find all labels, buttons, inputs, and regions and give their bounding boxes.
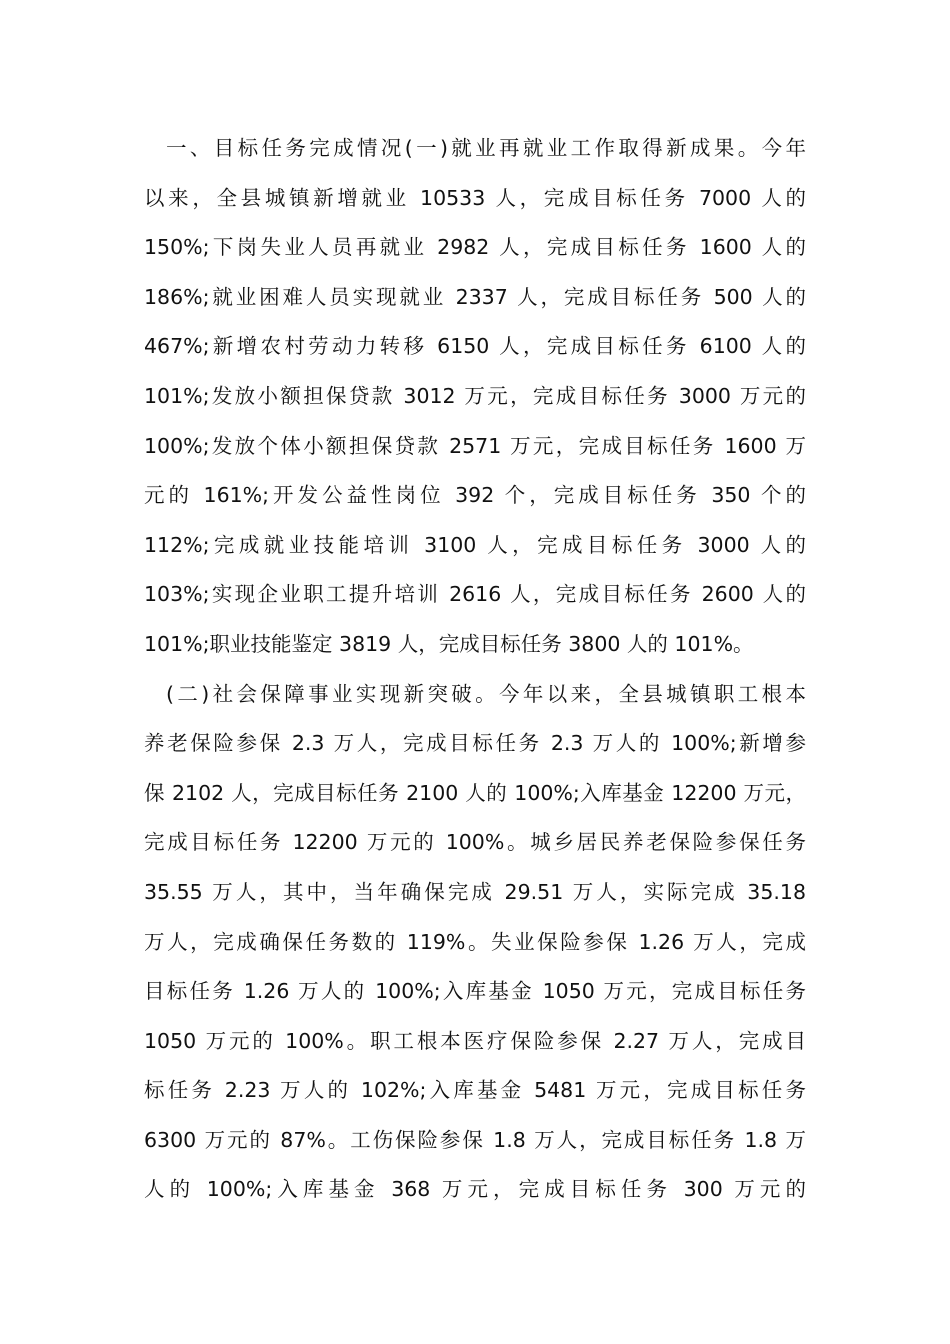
text-line: (二)社会保障事业实现新突破。今年以来，全县城镇职工根本 [166, 681, 806, 706]
text-line: 一、目标任务完成情况(一)就业再就业工作取得新成果。今年 [166, 136, 806, 160]
text-line: 以来，全县城镇新增就业 10533 人，完成目标任务 7000 人的 [144, 185, 806, 210]
text-line: 养老保险参保 2.3 万人，完成目标任务 2.3 万人的 100%;新增参 [144, 731, 806, 756]
paragraph-social-security [144, 670, 806, 1216]
text-line: 35.55 万人，其中，当年确保完成 29.51 万人，实际完成 35.18 [144, 879, 806, 904]
text-line: 1050 万元的 100%。职工根本医疗保险参保 2.27 万人，完成目 [144, 1028, 806, 1053]
text-line: 标任务 2.23 万人的 102%;入库基金 5481 万元，完成目标任务 [144, 1078, 806, 1103]
document-body [144, 124, 806, 1215]
paragraph-employment [144, 124, 806, 670]
text-line: 150%;下岗失业人员再就业 2982 人，完成目标任务 1600 人的 [144, 235, 806, 260]
text-line: 人的 100%;入库基金 368 万元，完成目标任务 300 万元的 [144, 1177, 806, 1202]
text-line: 101%;职业技能鉴定 3819 人，完成目标任务 3800 人的 101%。 [144, 631, 754, 656]
text-line: 万人，完成确保任务数的 119%。失业保险参保 1.26 万人，完成 [144, 929, 806, 954]
text-line: 112%;完成就业技能培训 3100 人，完成目标任务 3000 人的 [144, 532, 806, 557]
text-line: 467%;新增农村劳动力转移 6150 人，完成目标任务 6100 人的 [144, 334, 806, 359]
text-line: 目标任务 1.26 万人的 100%;入库基金 1050 万元，完成目标任务 [144, 979, 806, 1004]
text-line: 6300 万元的 87%。工伤保险参保 1.8 万人，完成目标任务 1.8 万 [144, 1127, 806, 1152]
text-line: 103%;实现企业职工提升培训 2616 人，完成目标任务 2600 人的 [144, 582, 806, 607]
text-line: 保 2102 人，完成目标任务 2100 人的 100%;入库基金 12200 万元， [144, 780, 806, 805]
text-line: 101%;发放小额担保贷款 3012 万元，完成目标任务 3000 万元的 [144, 383, 806, 408]
text-line: 186%;就业困难人员实现就业 2337 人，完成目标任务 500 人的 [144, 284, 806, 309]
text-line: 完成目标任务 12200 万元的 100%。城乡居民养老保险参保任务 [144, 830, 806, 855]
text-line: 100%;发放个体小额担保贷款 2571 万元，完成目标任务 1600 万 [144, 433, 806, 458]
text-line: 元的 161%;开发公益性岗位 392 个，完成目标任务 350 个的 [144, 483, 806, 508]
